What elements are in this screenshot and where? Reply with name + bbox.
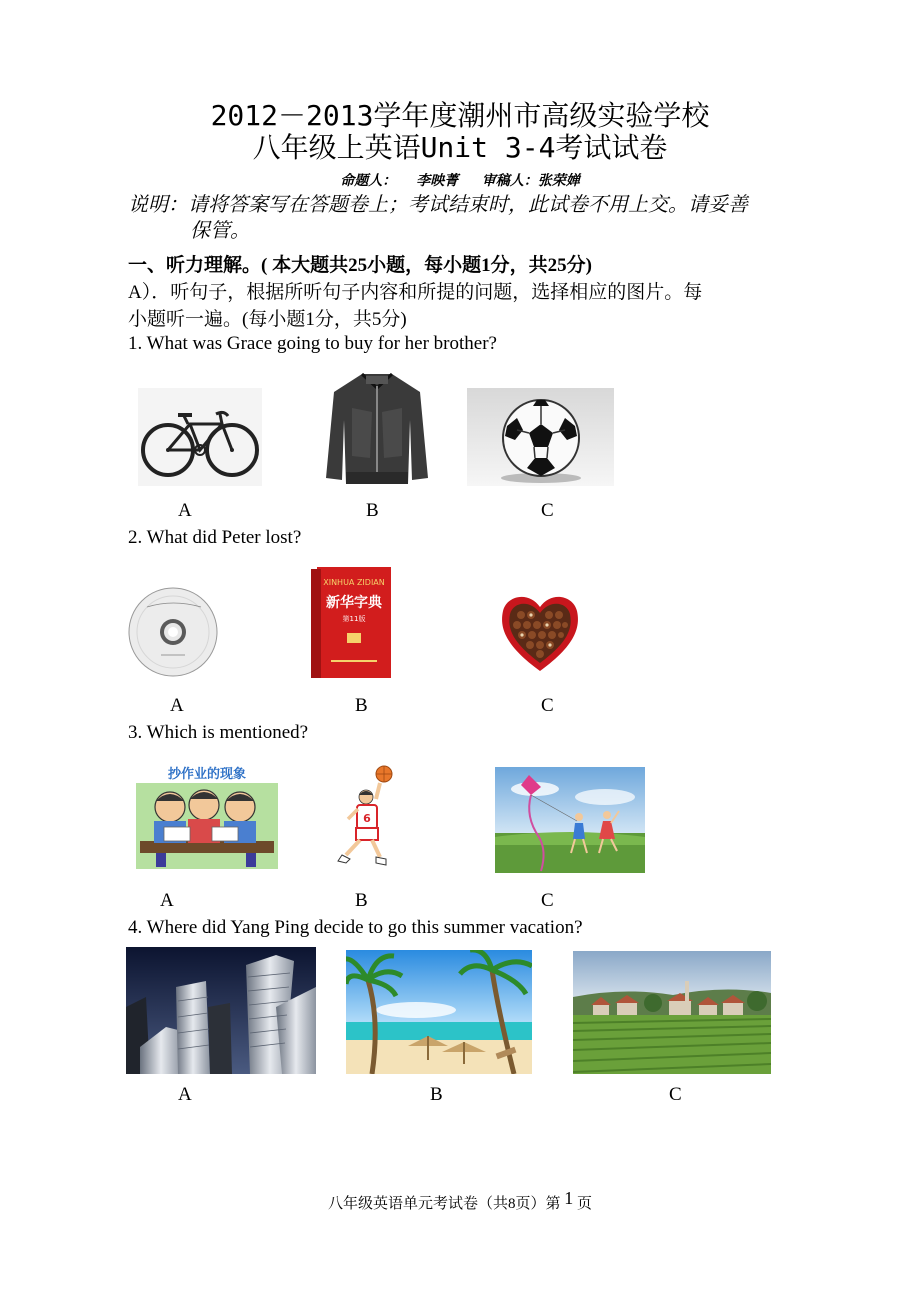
- cartoon-caption: 抄作业的现象: [167, 767, 247, 782]
- chocolate-heart-image: [497, 585, 583, 680]
- cd-image: [127, 585, 219, 680]
- countryside-image: [573, 951, 771, 1074]
- page-number: 1: [564, 1188, 574, 1208]
- soccer-ball-image: [467, 388, 614, 486]
- title-line-1: 2012－2013学年度潮州市高级实验学校: [210, 99, 710, 132]
- section-heading: 一、听力理解。( 本大题共25小题，每小题1分，共25分): [128, 255, 592, 276]
- q3-option-b: B: [355, 890, 368, 911]
- q2-option-a: A: [170, 695, 184, 716]
- author-name: 李映菁: [416, 174, 459, 189]
- reviewer: 审稿人：张荣婵: [481, 174, 580, 189]
- question-4: 4. Where did Yang Ping decide to go this summer vacation?: [128, 917, 583, 938]
- q3-option-a: A: [160, 890, 174, 911]
- part-a-instruction-2: 小题听一遍。(每小题1分，共5分): [128, 309, 407, 330]
- authors-line: [0, 170, 920, 190]
- footer-text: 八年级英语单元考试卷（共8页）第: [327, 1196, 561, 1212]
- q1-option-a: A: [178, 500, 192, 521]
- title-line-2: 八年级上英语Unit 3-4考试试卷: [252, 131, 668, 164]
- basketball-player-image: [336, 765, 410, 875]
- instructions-line-2: 保管。: [190, 220, 250, 242]
- instructions: [128, 192, 808, 244]
- q4-option-b: B: [430, 1084, 443, 1105]
- question-3: 3. Which is mentioned?: [128, 722, 309, 743]
- q3-option-c: C: [541, 890, 554, 911]
- q1-option-c: C: [541, 500, 554, 521]
- q4-option-a: A: [178, 1084, 192, 1105]
- kite-flying-image: [495, 767, 645, 873]
- bicycle-image: [138, 388, 262, 486]
- page-footer: [0, 1188, 920, 1213]
- q1-option-b: B: [366, 500, 379, 521]
- city-skyscrapers-image: [126, 947, 316, 1074]
- q4-option-c: C: [669, 1084, 682, 1105]
- footer-suffix: 页: [577, 1196, 593, 1212]
- author-label: 命题人：: [340, 174, 397, 189]
- homework-cartoon-image: [136, 763, 278, 869]
- q2-option-c: C: [541, 695, 554, 716]
- question-1: 1. What was Grace going to buy for her brother?: [128, 333, 497, 354]
- instructions-line-1: 说明：请将答案写在答题卷上；考试结束时，此试卷不用上交。请妥善: [128, 194, 748, 216]
- q2-option-b: B: [355, 695, 368, 716]
- dictionary-image: [309, 565, 394, 680]
- part-a-instruction-1: A）．听句子，根据所听句子内容和所提的问题，选择相应的图片。每: [128, 282, 703, 303]
- question-2: 2. What did Peter lost?: [128, 527, 302, 548]
- dictionary-title: XINHUA ZIDIAN: [323, 578, 385, 587]
- jacket-image: [322, 368, 432, 486]
- beach-image: [346, 950, 532, 1074]
- dictionary-edition: 第11版: [342, 615, 366, 623]
- player-number: 6: [363, 812, 371, 825]
- dictionary-chinese-title: 新华字典: [326, 595, 382, 611]
